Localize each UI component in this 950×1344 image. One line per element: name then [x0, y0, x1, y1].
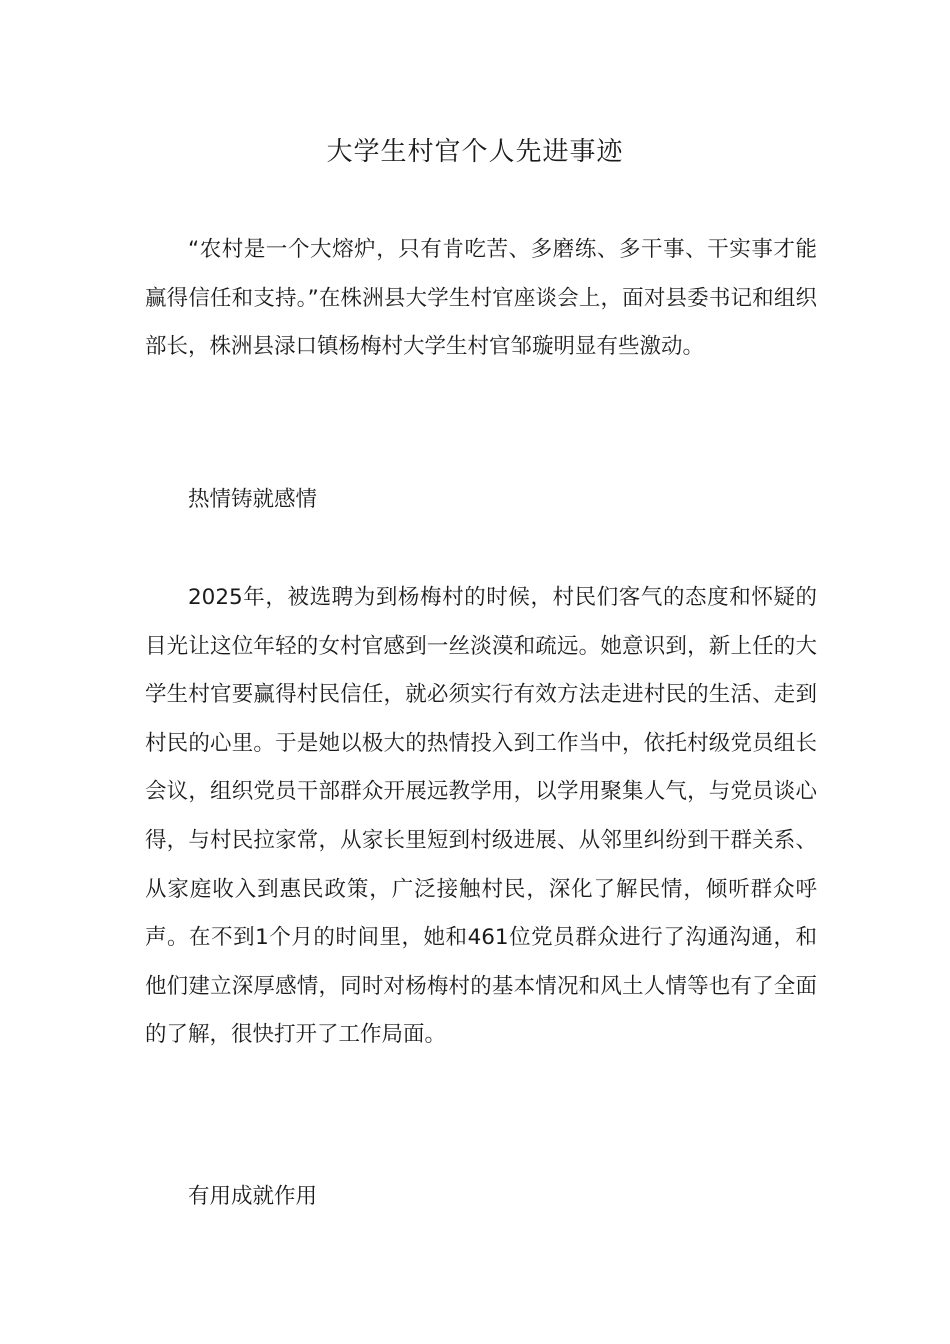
intro-paragraph: “农村是一个大熔炉，只有肯吃苦、多磨练、多干事、干实事才能赢得信任和支持。”在株洲县大学生村官座谈会上，面对县委书记和组织部长，株洲县渌口镇杨梅村大学生村官邹璇明显有些激动。 [145, 237, 817, 360]
document-title: 大学生村官个人先进事迹 [326, 137, 624, 167]
section-body-passion: 2025年，被选聘为到杨梅村的时候，村民们客气的态度和怀疑的目光让这位年轻的女村官感到一丝淡漠和疏远。她意识到，新上任的大学生村官要赢得村民信任，就必须实行有效方法走进村民的生活、走到村民的心里。于是她以极大的热情投入到工作当中，依托村级党员组长会议，组织党员干部群众开展远教学用，以学用聚集人气，与党员谈心得，与村民拉家常，从家长里短到村级进展、从邻里纠纷到干群关系、从家庭收入到惠民政策，广泛接触村民，深化了解民情，倾听群众呼声。在不到1个月的时间里，她和461位党员群众进行了沟通沟通，和他们建立深厚感情，同时对杨梅村的基本情况和风土人情等也有了全面的了解，很快打开了工作局面。 [145, 585, 817, 1048]
section-heading-usefulness: 有用成就作用 [188, 1184, 318, 1209]
section-heading-passion: 热情铸就感情 [188, 487, 318, 512]
